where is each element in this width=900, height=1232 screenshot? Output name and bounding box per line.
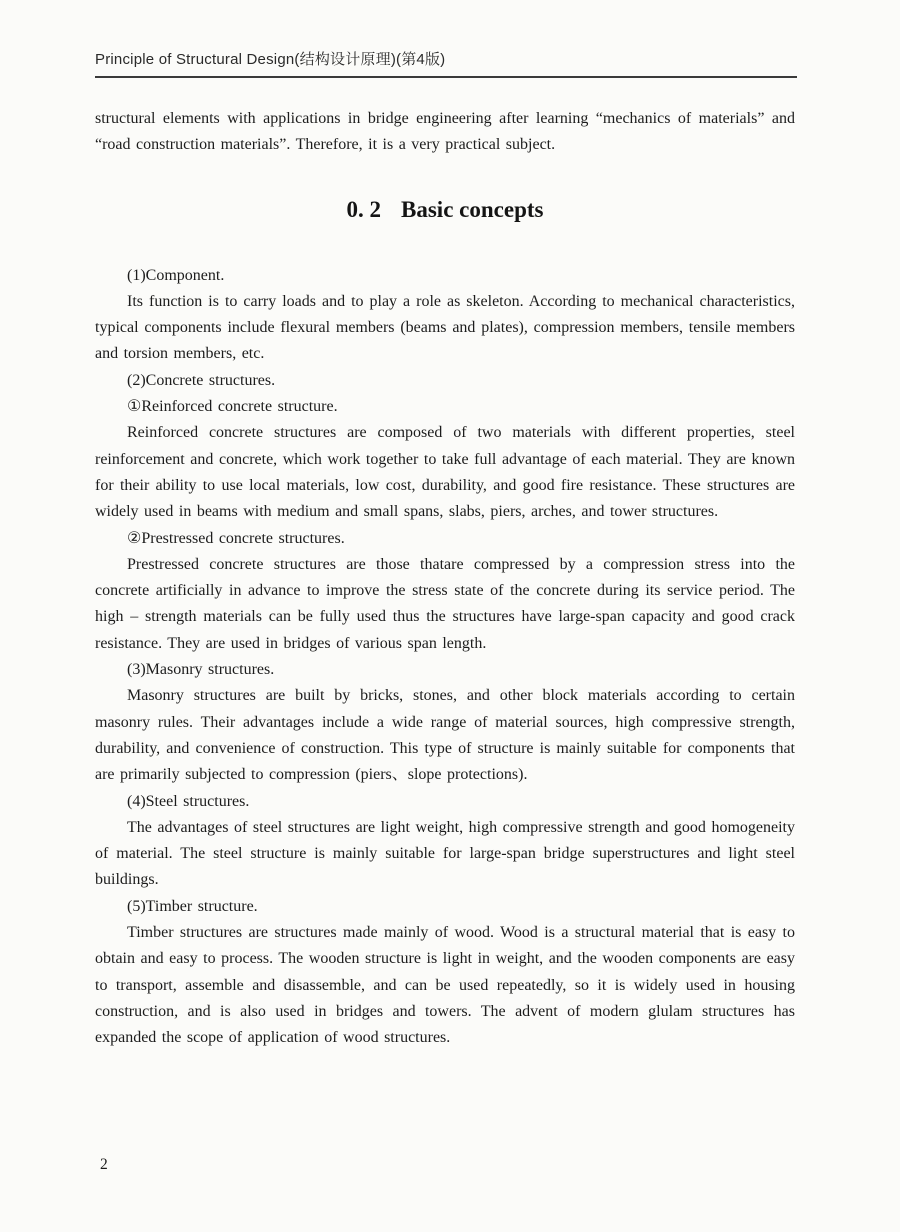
paragraph: The advantages of steel structures are light weight, high compressive strength and good homogeneity of material. The steel structure is mainly suitable for large-span bridge superstructures and light steel buildings. xyxy=(95,818,795,889)
running-header xyxy=(95,48,797,78)
paragraph: (2)Concrete structures. xyxy=(127,371,276,389)
paragraph: Timber structures are structures made mainly of wood. Wood is a structural material that is easy to obtain and easy to process. The wooden structure is light in weight, and the wooden components are easy to transport, assemble and disassemble, and can be used repeatedly, so it is widely used in housing construction, and is also used in bridges and towers. The advent of modern glulam structures has expanded the scope of application of wood structures. xyxy=(95,924,795,1047)
page-number: 2 xyxy=(100,1156,108,1173)
paragraph: ②Prestressed concrete structures. xyxy=(127,529,345,547)
page-body xyxy=(95,106,795,1052)
section-number: 0. 2 xyxy=(346,196,382,222)
paragraph: Prestressed concrete structures are those thatare compressed by a compression stress into the concrete artificially in advance to improve the stress state of the concrete during its service period. The high – strength materials can be fully used thus the structures have large-span capacity and good crack resistance. They are used in bridges of various span length. xyxy=(95,555,795,652)
paragraph: (3)Masonry structures. xyxy=(127,661,275,679)
paragraph: (4)Steel structures. xyxy=(127,792,250,810)
running-header-title: Principle of Structural Design(结构设计原理)(第4版) xyxy=(95,51,446,68)
header-rule xyxy=(95,76,797,78)
section-title: Basic concepts xyxy=(401,196,544,222)
section-heading xyxy=(95,197,795,223)
paragraph: Reinforced concrete structures are composed of two materials with different properties, steel reinforcement and concrete, which work together to take full advantage of each material. They are known for their ability to use local materials, low cost, durability, and good fire resistance. These structures are widely used in beams with medium and small spans, slabs, piers, arches, and tower structures. xyxy=(95,424,795,521)
paragraph: (5)Timber structure. xyxy=(127,897,258,915)
paragraph: (1)Component. xyxy=(127,266,225,284)
paragraph: Masonry structures are built by bricks, stones, and other block materials according to certain masonry rules. Their advantages include a wide range of material sources, high compressive strength, durability, and convenience of construction. This type of structure is mainly suitable for components that are primarily subjected to compression (piers、slope protections). xyxy=(95,687,795,784)
paragraph: ①Reinforced concrete structure. xyxy=(127,398,338,416)
intro-paragraph: structural elements with applications in bridge engineering after learning “mechanics of materials” and “road construction materials”. Therefore, it is a very practical subject. xyxy=(95,110,795,154)
paragraph: Its function is to carry loads and to play a role as skeleton. According to mechanical characteristics, typical components include flexural members (beams and plates), compression members, tensile members and torsion members, etc. xyxy=(95,292,795,363)
